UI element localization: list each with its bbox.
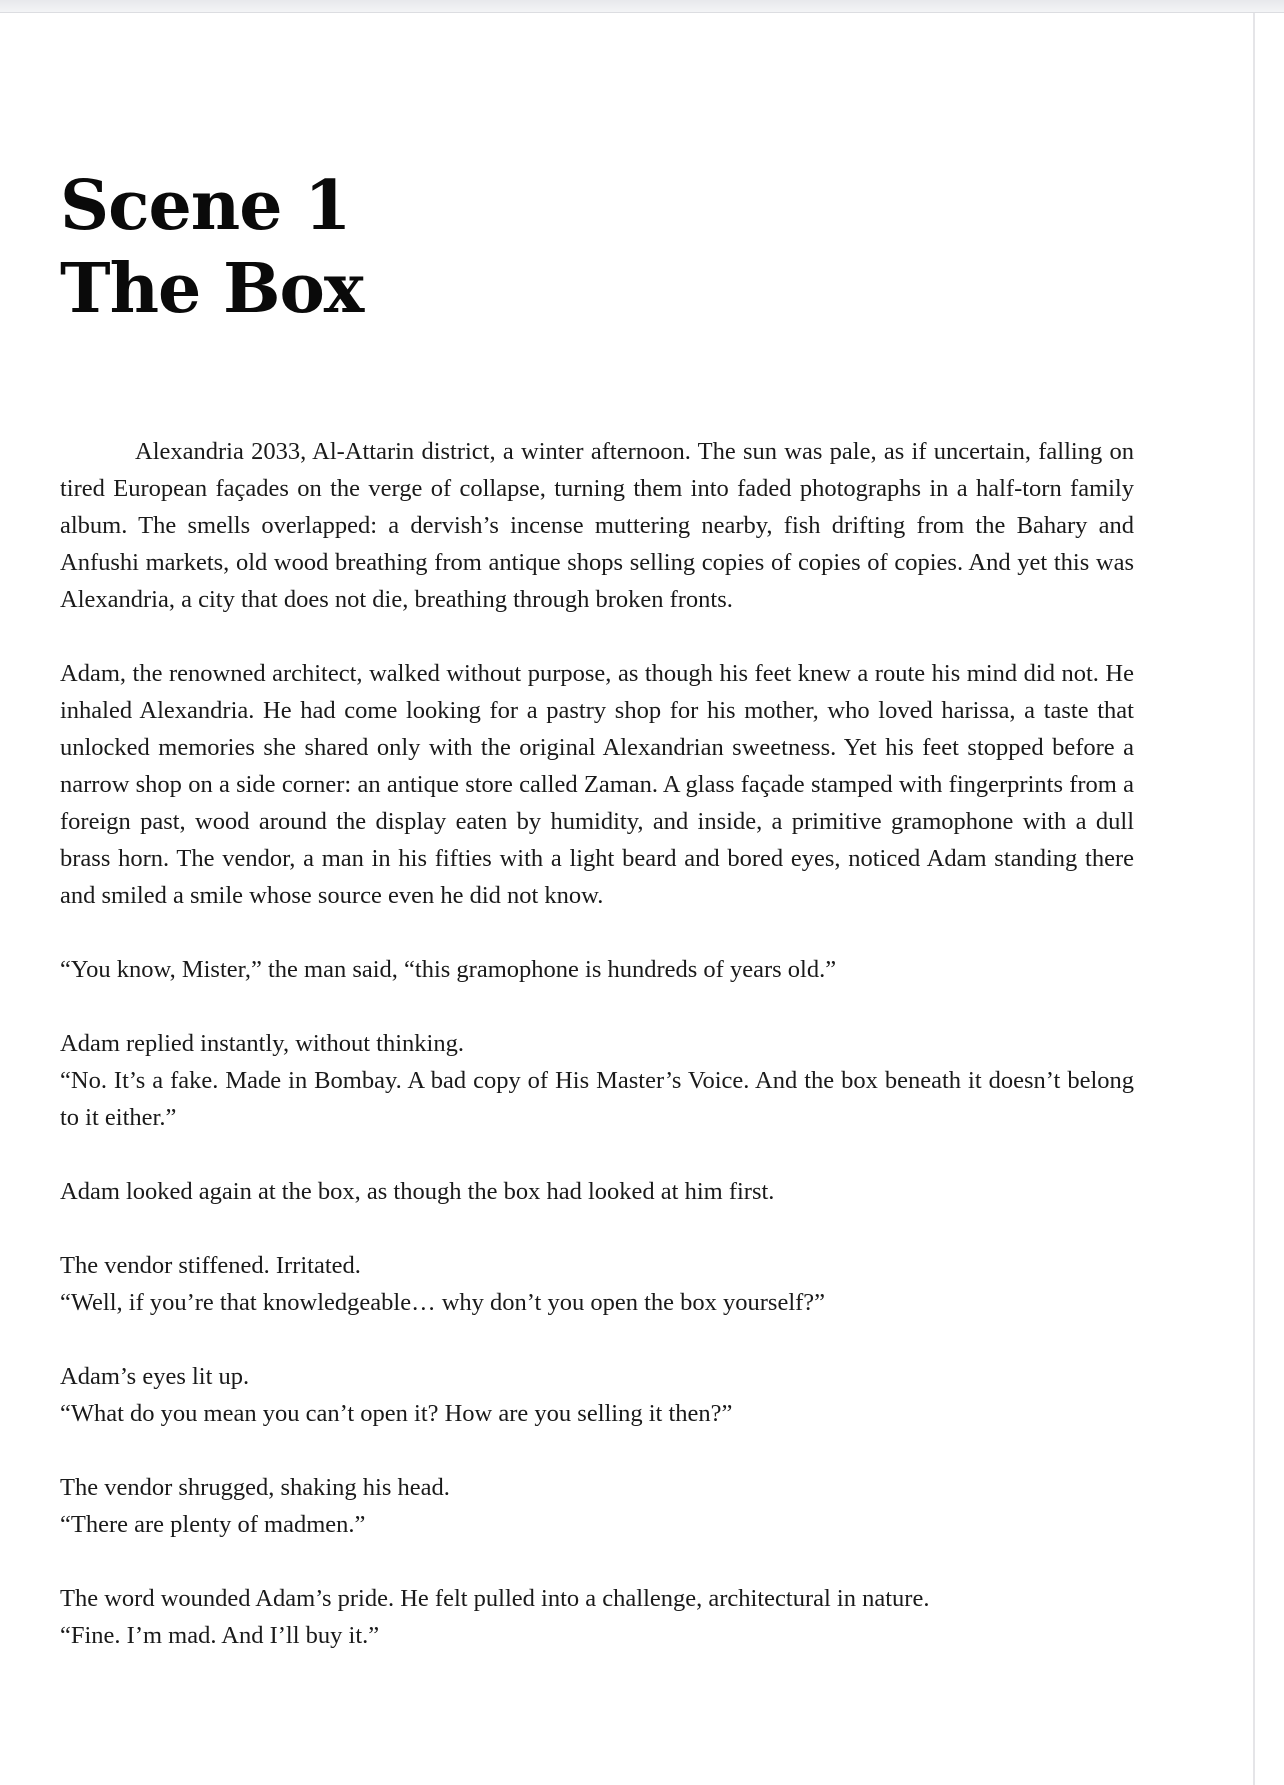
paragraph-line: The vendor stiffened. Irritated. [60,1252,361,1279]
paragraph-line: Alexandria 2033, Al-Attarin district, a winter afternoon. The sun was pale, as if uncertain, falling on tired European façades on the verge of collapse, turning them into faded photographs in a half-torn family album. The smells overlapped: a dervish’s incense muttering nearby, fish drifting from the Bahary and Anfushi markets, old wood breathing from antique shops selling copies of copies of copies. And yet this was Alexandria, a city that does not die, breathing through broken fronts. [60,438,1134,613]
paragraph [60,1025,1134,1136]
paragraph [60,1358,1134,1432]
scene-title: The Box [60,249,364,329]
paragraph-line: Adam looked again at the box, as though the box had looked at him first. [60,1178,775,1205]
paragraph [60,1173,1134,1210]
viewer-gutter [1255,13,1284,1785]
paragraph [60,433,1134,618]
paragraph-line: Adam replied instantly, without thinking. [60,1030,464,1057]
paragraph [60,951,1134,988]
paragraph-line: The vendor shrugged, shaking his head. [60,1474,450,1501]
paragraph [60,1580,1134,1654]
scene-number: Scene 1 [60,166,351,246]
paragraph [60,655,1134,914]
page-title [60,165,363,331]
paragraph [60,1247,1134,1321]
viewer-top-bar [0,0,1284,13]
document-page [0,13,1255,1785]
paragraph-line: “You know, Mister,” the man said, “this gramophone is hundreds of years old.” [60,956,837,983]
paragraph-line: “Well, if you’re that knowledgeable… why don’t you open the box yourself?” [60,1289,826,1316]
paragraph-line: “There are plenty of madmen.” [60,1511,366,1538]
paragraph-line: “Fine. I’m mad. And I’ll buy it.” [60,1622,380,1649]
paragraph-line: “What do you mean you can’t open it? How are you selling it then?” [60,1400,733,1427]
paragraph-line: Adam’s eyes lit up. [60,1363,250,1390]
paragraph-line: The word wounded Adam’s pride. He felt pulled into a challenge, architectural in nature. [60,1585,930,1612]
paragraph-line: “No. It’s a fake. Made in Bombay. A bad copy of His Master’s Voice. And the box beneath it doesn’t belong to it either.” [60,1067,1134,1131]
paragraph [60,1469,1134,1543]
document-body [60,433,1134,1691]
paragraph-line: Adam, the renowned architect, walked without purpose, as though his feet knew a route his mind did not. He inhaled Alexandria. He had come looking for a pastry shop for his mother, who loved harissa, a taste that unlocked memories she shared only with the original Alexandrian sweetness. Yet his feet stopped before a narrow shop on a side corner: an antique store called Zaman. A glass façade stamped with fingerprints from a foreign past, wood around the display eaten by humidity, and inside, a primitive gramophone with a dull brass horn. The vendor, a man in his fifties with a light beard and bored eyes, noticed Adam standing there and smiled a smile whose source even he did not know. [60,660,1134,909]
